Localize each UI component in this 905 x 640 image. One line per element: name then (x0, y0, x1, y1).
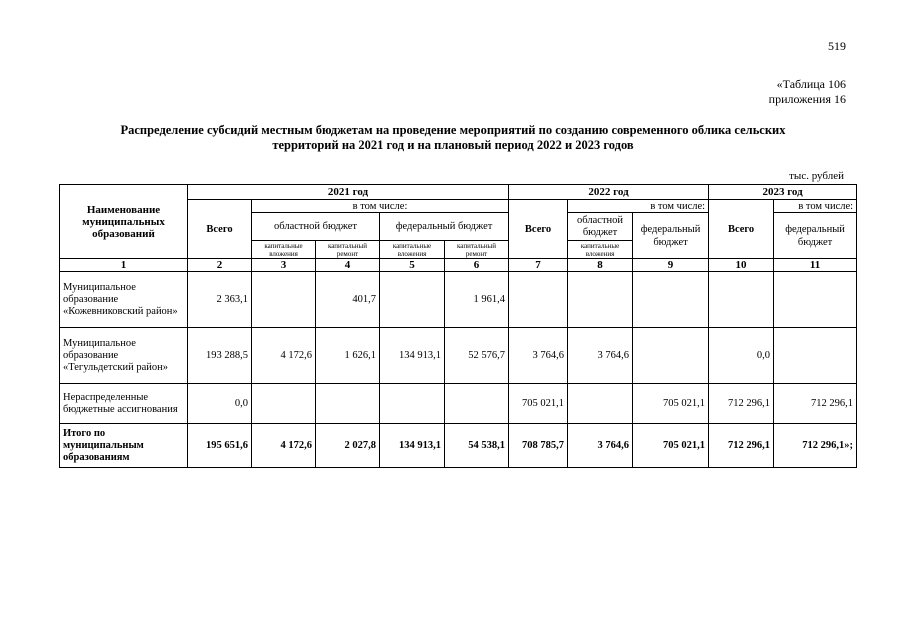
total-row-name: Итого по муниципальным образованиям (60, 424, 188, 468)
header-capital-investments-regional-2022: капитальные вложения (568, 241, 633, 259)
column-number: 3 (252, 259, 316, 272)
cell-value (633, 328, 709, 384)
document-title (60, 123, 846, 153)
cell-value: 4 172,6 (252, 328, 316, 384)
cell-value: 1 961,4 (445, 272, 509, 328)
cell-value: 3 764,6 (568, 328, 633, 384)
table-row (60, 272, 857, 328)
cell-value: 134 913,1 (380, 328, 445, 384)
cell-value (316, 384, 380, 424)
cell-value: 712 296,1 (774, 384, 857, 424)
table-reference (769, 77, 846, 107)
table-row (60, 384, 857, 424)
column-number: 4 (316, 259, 380, 272)
column-number: 6 (445, 259, 509, 272)
budget-table (59, 184, 857, 468)
header-including-2023: в том числе: (774, 200, 857, 213)
page-number: 519 (828, 39, 846, 53)
header-total-2022: Всего (509, 200, 568, 259)
header-federal-2023: федеральный бюджет (774, 213, 857, 259)
header-including-2021: в том числе: (252, 200, 509, 213)
header-federal-2022: федеральный бюджет (633, 213, 709, 259)
header-regional-2021: областной бюджет (252, 213, 380, 241)
cell-value: 3 764,6 (509, 328, 568, 384)
row-name: Нераспределенные бюджетные ассигнования (60, 384, 188, 424)
header-year-2021: 2021 год (188, 185, 509, 200)
cell-value (633, 272, 709, 328)
cell-value (774, 272, 857, 328)
column-number: 9 (633, 259, 709, 272)
cell-value (445, 384, 509, 424)
cell-value: 712 296,1 (709, 384, 774, 424)
title-line2: территорий на 2021 год и на плановый период 2022 и 2023 годов (272, 138, 634, 152)
cell-value: 705 021,1 (509, 384, 568, 424)
title-line1: Распределение субсидий местным бюджетам на проведение мероприятий по созданию современного облика сельских (120, 123, 786, 137)
cell-value: 52 576,7 (445, 328, 509, 384)
table-reference-line1: «Таблица 106 (776, 77, 846, 91)
total-value: 708 785,7 (509, 424, 568, 468)
row-name: Муниципальное образование «Кожевниковский район» (60, 272, 188, 328)
total-value: 54 538,1 (445, 424, 509, 468)
total-value: 3 764,6 (568, 424, 633, 468)
total-value: 712 296,1 (709, 424, 774, 468)
cell-value (252, 272, 316, 328)
header-total-2023: Всего (709, 200, 774, 259)
total-value: 4 172,6 (252, 424, 316, 468)
header-year-2022: 2022 год (509, 185, 709, 200)
cell-value (568, 384, 633, 424)
cell-value: 2 363,1 (188, 272, 252, 328)
column-number: 8 (568, 259, 633, 272)
units-label: тыс. рублей (789, 170, 844, 182)
table-row (60, 328, 857, 384)
cell-value (380, 384, 445, 424)
header-capital-investments-regional-2021: капитальные вложения (252, 241, 316, 259)
total-row (60, 424, 857, 468)
column-number: 2 (188, 259, 252, 272)
column-number: 11 (774, 259, 857, 272)
total-value: 2 027,8 (316, 424, 380, 468)
cell-value (252, 384, 316, 424)
header-capital-repair-regional-2021: капитальный ремонт (316, 241, 380, 259)
cell-value (709, 272, 774, 328)
column-number-row (60, 259, 857, 272)
table-reference-line2: приложения 16 (768, 92, 846, 106)
row-name: Муниципальное образование «Тегульдетский район» (60, 328, 188, 384)
total-value: 195 651,6 (188, 424, 252, 468)
total-value: 705 021,1 (633, 424, 709, 468)
header-capital-repair-federal-2021: капитальный ремонт (445, 241, 509, 259)
header-including-2022: в том числе: (568, 200, 709, 213)
cell-value: 0,0 (188, 384, 252, 424)
header-year-2023: 2023 год (709, 185, 857, 200)
header-federal-2021: федеральный бюджет (380, 213, 509, 241)
header-regional-2022: областной бюджет (568, 213, 633, 241)
cell-value: 401,7 (316, 272, 380, 328)
header-name-column: Наименование муниципальных образований (60, 185, 188, 259)
cell-value (774, 328, 857, 384)
column-number: 1 (60, 259, 188, 272)
column-number: 5 (380, 259, 445, 272)
cell-value: 1 626,1 (316, 328, 380, 384)
cell-value: 193 288,5 (188, 328, 252, 384)
cell-value (380, 272, 445, 328)
cell-value: 0,0 (709, 328, 774, 384)
header-total-2021: Всего (188, 200, 252, 259)
total-value: 712 296,1»; (774, 424, 857, 468)
cell-value: 705 021,1 (633, 384, 709, 424)
cell-value (568, 272, 633, 328)
column-number: 7 (509, 259, 568, 272)
total-value: 134 913,1 (380, 424, 445, 468)
column-number: 10 (709, 259, 774, 272)
header-capital-investments-federal-2021: капитальные вложения (380, 241, 445, 259)
cell-value (509, 272, 568, 328)
